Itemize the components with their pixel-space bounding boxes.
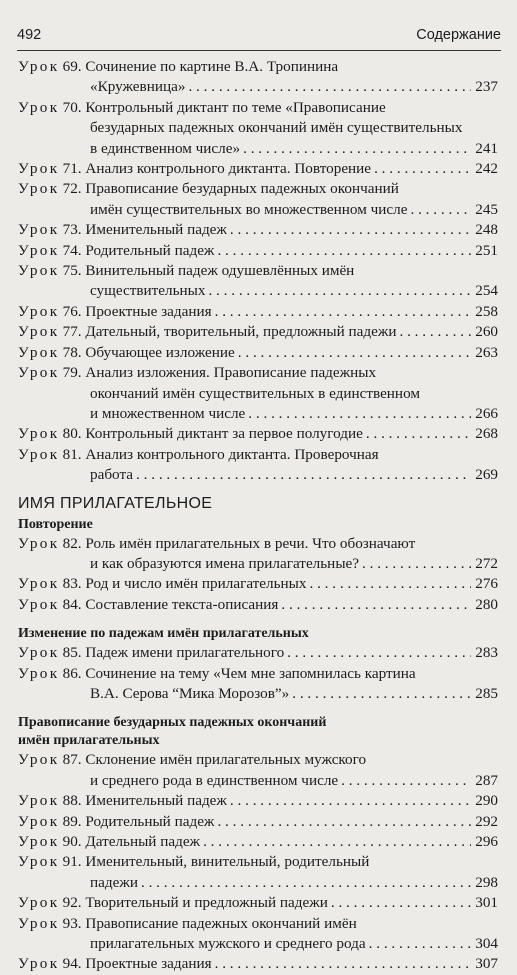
- lesson-label: Урок: [18, 894, 60, 912]
- toc-entry-line: [18, 852, 498, 872]
- lesson-title: окончаний имён существительных в единственном: [90, 384, 420, 402]
- toc-entry-line: [18, 832, 498, 852]
- lesson-label: Урок: [18, 262, 60, 280]
- lesson-number: 86.: [62, 664, 82, 682]
- dot-leader: [399, 322, 471, 342]
- lesson-title: и как образуются имена прилагательные?: [90, 554, 359, 572]
- lesson-title: Род и число имён прилагательных: [85, 575, 307, 593]
- toc-entry: [18, 574, 498, 594]
- toc-entry-line: [18, 179, 498, 199]
- lesson-number: 69.: [62, 58, 82, 75]
- page-header: [17, 27, 501, 49]
- toc-block-declension: [18, 643, 498, 704]
- page-reference: 304: [475, 935, 498, 953]
- lesson-label: Урок: [18, 812, 60, 830]
- subsection-title-line: Правописание безударных падежных окончаний: [18, 715, 327, 731]
- table-of-contents: [18, 57, 498, 975]
- lesson-title: Именительный падеж: [85, 792, 227, 810]
- page-reference: 298: [475, 873, 498, 891]
- subsection-title: Изменение по падежам имён прилагательных: [18, 626, 309, 642]
- toc-entry-line: [18, 574, 498, 594]
- dot-leader: [292, 684, 471, 704]
- toc-entry: [18, 98, 498, 159]
- toc-entry-line: [18, 424, 498, 444]
- dot-leader: [243, 139, 471, 159]
- toc-entry-line: [18, 363, 498, 383]
- lesson-label: Урок: [18, 644, 60, 662]
- toc-entry-line: [18, 241, 498, 261]
- lesson-label: Урок: [18, 98, 60, 116]
- toc-entry-line: [18, 384, 498, 404]
- lesson-label: Урок: [18, 445, 60, 463]
- page-reference: 292: [475, 812, 498, 830]
- toc-entry-line: [18, 684, 498, 704]
- toc-entry-line: [18, 57, 498, 77]
- lesson-title: Анализ изложения. Правописание падежных: [85, 364, 377, 382]
- dot-leader: [203, 832, 471, 852]
- dot-leader: [309, 574, 471, 594]
- lesson-number: 82.: [62, 534, 82, 552]
- lesson-number: 94.: [62, 955, 82, 973]
- dot-leader: [217, 812, 471, 832]
- lesson-label: Урок: [18, 664, 60, 682]
- dot-leader: [248, 404, 471, 424]
- toc-entry: [18, 261, 498, 302]
- page-reference: 296: [475, 833, 498, 850]
- lesson-title: прилагательных мужского и среднего рода: [90, 935, 366, 953]
- page-reference: 268: [475, 425, 498, 443]
- page-reference: 280: [475, 595, 498, 613]
- lesson-title: В.А. Серова “Мика Морозов”»: [90, 684, 290, 702]
- lesson-title: Родительный падеж: [85, 812, 215, 830]
- page-reference: 290: [475, 792, 498, 810]
- page-reference: 237: [475, 78, 498, 96]
- header-rule: [17, 50, 501, 51]
- page-reference: 301: [475, 894, 498, 912]
- lesson-title: Роль имён прилагательных в речи. Что обозначают: [85, 534, 416, 552]
- subsection-title: [18, 714, 498, 750]
- lesson-number: 77.: [62, 323, 82, 341]
- toc-entry: [18, 424, 498, 444]
- lesson-number: 81.: [62, 445, 82, 463]
- toc-entry-line: [18, 643, 498, 663]
- page-reference: 241: [475, 139, 498, 157]
- page-reference: 307: [475, 955, 498, 973]
- toc-entry: [18, 954, 498, 974]
- lesson-title: падежи: [90, 873, 138, 891]
- lesson-number: 87.: [62, 751, 82, 769]
- lesson-label: Урок: [18, 575, 60, 593]
- toc-entry-line: [18, 98, 498, 118]
- toc-block-endings: [18, 750, 498, 974]
- toc-entry: [18, 832, 498, 852]
- dot-leader: [230, 220, 471, 240]
- lesson-label: Урок: [18, 425, 60, 443]
- dot-leader: [287, 643, 471, 663]
- toc-entry: [18, 914, 498, 955]
- dot-leader: [217, 241, 471, 261]
- lesson-label: Урок: [18, 853, 60, 871]
- lesson-title: Дательный падеж: [85, 833, 201, 850]
- lesson-title: Дательный, творительный, предложный падежи: [85, 323, 397, 341]
- toc-entry-line: [18, 873, 498, 893]
- lesson-number: 74.: [62, 241, 82, 259]
- toc-entry-line: [18, 954, 498, 974]
- toc-entry-line: [18, 200, 498, 220]
- lesson-title: Составление текста-описания: [85, 595, 279, 613]
- lesson-title: Правописание падежных окончаний имён: [85, 914, 357, 932]
- page-reference: 283: [475, 644, 498, 662]
- page-reference: 266: [475, 404, 498, 422]
- toc-entry-line: [18, 934, 498, 954]
- toc-entry-line: [18, 791, 498, 811]
- dot-leader: [369, 934, 471, 954]
- toc-entry-line: [18, 750, 498, 770]
- lesson-title: Винительный падеж одушевлённых имён: [85, 262, 355, 280]
- toc-entry: [18, 220, 498, 240]
- dot-leader: [230, 791, 471, 811]
- lesson-label: Урок: [18, 221, 60, 239]
- page-reference: 248: [475, 221, 498, 239]
- lesson-label: Урок: [18, 955, 60, 973]
- lesson-number: 90.: [62, 833, 82, 850]
- dot-leader: [410, 200, 471, 220]
- toc-entry-line: [18, 302, 498, 322]
- lesson-label: Урок: [18, 364, 60, 382]
- page-reference: 272: [475, 554, 498, 572]
- toc-entry-line: [18, 343, 498, 363]
- lesson-label: Урок: [18, 241, 60, 259]
- toc-entry: [18, 363, 498, 424]
- toc-entry-line: [18, 404, 498, 424]
- toc-entry: [18, 791, 498, 811]
- toc-entry: [18, 57, 498, 98]
- page-reference: 251: [475, 241, 498, 259]
- toc-entry-line: [18, 595, 498, 615]
- running-title: Содержание: [416, 27, 501, 43]
- lesson-title: Сочинение по картине В.А. Тропинина: [85, 58, 339, 75]
- page-reference: 245: [475, 200, 498, 218]
- dot-leader: [238, 343, 471, 363]
- toc-entry: [18, 322, 498, 342]
- toc-entry-line: [18, 465, 498, 485]
- lesson-title: «Кружевница»: [90, 78, 186, 96]
- lesson-number: 92.: [62, 894, 82, 912]
- toc-entry-line: [18, 261, 498, 281]
- lesson-number: 84.: [62, 595, 82, 613]
- dot-leader: [141, 873, 471, 893]
- lesson-title: Контрольный диктант по теме «Правописание: [85, 98, 386, 116]
- lesson-label: Урок: [18, 833, 60, 850]
- dot-leader: [331, 893, 471, 913]
- lesson-number: 70.: [62, 98, 82, 116]
- lesson-title: Падеж имени прилагательного: [85, 644, 285, 662]
- lesson-label: Урок: [18, 323, 60, 341]
- toc-entry-line: [18, 914, 498, 934]
- toc-entry: [18, 750, 498, 791]
- lesson-label: Урок: [18, 792, 60, 810]
- toc-entry-line: [18, 893, 498, 913]
- toc-entry: [18, 595, 498, 615]
- page-reference: 276: [475, 575, 498, 593]
- toc-entry-line: [18, 77, 498, 97]
- toc-entry-line: [18, 445, 498, 465]
- toc-entry-line: [18, 554, 498, 574]
- lesson-label: Урок: [18, 180, 60, 198]
- toc-entry: [18, 179, 498, 220]
- dot-leader: [188, 77, 471, 97]
- lesson-number: 93.: [62, 914, 82, 932]
- lesson-label: Урок: [18, 302, 60, 320]
- toc-entry: [18, 159, 498, 179]
- lesson-number: 80.: [62, 425, 82, 443]
- toc-entry: [18, 534, 498, 575]
- toc-entry-line: [18, 118, 498, 138]
- lesson-title: Именительный, винительный, родительный: [85, 853, 370, 871]
- page-reference: 263: [475, 343, 498, 361]
- section-title: ИМЯ ПРИЛАГАТЕЛЬНОЕ: [18, 494, 213, 512]
- dot-leader: [215, 954, 471, 974]
- toc-entry-line: [18, 322, 498, 342]
- toc-entry-line: [18, 534, 498, 554]
- lesson-title: безударных падежных окончаний имён существительных: [90, 119, 463, 137]
- lesson-label: Урок: [18, 58, 60, 75]
- lesson-title: работа: [90, 466, 134, 484]
- lesson-title: Проектные задания: [85, 955, 212, 973]
- lesson-number: 79.: [62, 364, 82, 382]
- lesson-number: 75.: [62, 262, 82, 280]
- lesson-title: Правописание безударных падежных окончаний: [85, 180, 399, 198]
- toc-entry-line: [18, 664, 498, 684]
- lesson-title: Контрольный диктант за первое полугодие: [85, 425, 363, 443]
- lesson-title: Именительный падеж: [85, 221, 227, 239]
- toc-block-repetition: [18, 534, 498, 616]
- lesson-number: 72.: [62, 180, 82, 198]
- lesson-number: 89.: [62, 812, 82, 830]
- lesson-label: Урок: [18, 343, 60, 361]
- toc-entry-line: [18, 281, 498, 301]
- lesson-number: 71.: [62, 160, 82, 178]
- lesson-title: Анализ контрольного диктанта. Проверочная: [85, 445, 379, 463]
- dot-leader: [208, 281, 471, 301]
- toc-block-nouns: [18, 57, 498, 486]
- page-reference: 260: [475, 323, 498, 341]
- lesson-label: Урок: [18, 160, 60, 178]
- lesson-title: и среднего рода в единственном числе: [90, 771, 339, 789]
- page-reference: 269: [475, 466, 498, 484]
- page-reference: 254: [475, 282, 498, 300]
- toc-entry-line: [18, 159, 498, 179]
- toc-entry: [18, 343, 498, 363]
- lesson-title: имён существительных во множественном числе: [90, 200, 408, 218]
- dot-leader: [215, 302, 471, 322]
- lesson-title: в единственном числе»: [90, 139, 241, 157]
- lesson-title: Проектные задания: [85, 302, 212, 320]
- subsection-title-line: имён прилагательных: [18, 733, 160, 749]
- dot-leader: [281, 595, 471, 615]
- toc-entry-line: [18, 812, 498, 832]
- page-reference: 258: [475, 302, 498, 320]
- dot-leader: [366, 424, 471, 444]
- dot-leader: [341, 771, 471, 791]
- lesson-label: Урок: [18, 751, 60, 769]
- lesson-title: Родительный падеж: [85, 241, 215, 259]
- page-reference: 285: [475, 684, 498, 702]
- lesson-title: Анализ контрольного диктанта. Повторение: [85, 160, 372, 178]
- lesson-title: существительных: [90, 282, 206, 300]
- dot-leader: [136, 465, 471, 485]
- toc-entry: [18, 852, 498, 893]
- lesson-number: 76.: [62, 302, 82, 320]
- page-number: 492: [17, 27, 42, 43]
- toc-entry: [18, 812, 498, 832]
- page-reference: 242: [475, 160, 498, 178]
- lesson-number: 91.: [62, 853, 82, 871]
- lesson-label: Урок: [18, 534, 60, 552]
- lesson-number: 85.: [62, 644, 82, 662]
- lesson-title: и множественном числе: [90, 404, 246, 422]
- lesson-title: Склонение имён прилагательных мужского: [85, 751, 367, 769]
- lesson-number: 78.: [62, 343, 82, 361]
- lesson-number: 88.: [62, 792, 82, 810]
- toc-entry: [18, 643, 498, 663]
- lesson-label: Урок: [18, 914, 60, 932]
- dot-leader: [362, 554, 471, 574]
- toc-entry-line: [18, 220, 498, 240]
- toc-entry: [18, 893, 498, 913]
- lesson-number: 73.: [62, 221, 82, 239]
- toc-entry: [18, 241, 498, 261]
- lesson-label: Урок: [18, 595, 60, 613]
- lesson-title: Творительный и предложный падежи: [85, 894, 328, 912]
- lesson-number: 83.: [62, 575, 82, 593]
- lesson-title: Обучающее изложение: [85, 343, 235, 361]
- toc-entry: [18, 445, 498, 486]
- toc-entry: [18, 302, 498, 322]
- toc-entry-line: [18, 139, 498, 159]
- toc-entry-line: [18, 771, 498, 791]
- subsection-title: Повторение: [18, 516, 93, 532]
- lesson-title: Сочинение на тему «Чем мне запомнилась картина: [85, 664, 416, 682]
- toc-entry: [18, 664, 498, 705]
- dot-leader: [374, 159, 471, 179]
- page-reference: 287: [475, 771, 498, 789]
